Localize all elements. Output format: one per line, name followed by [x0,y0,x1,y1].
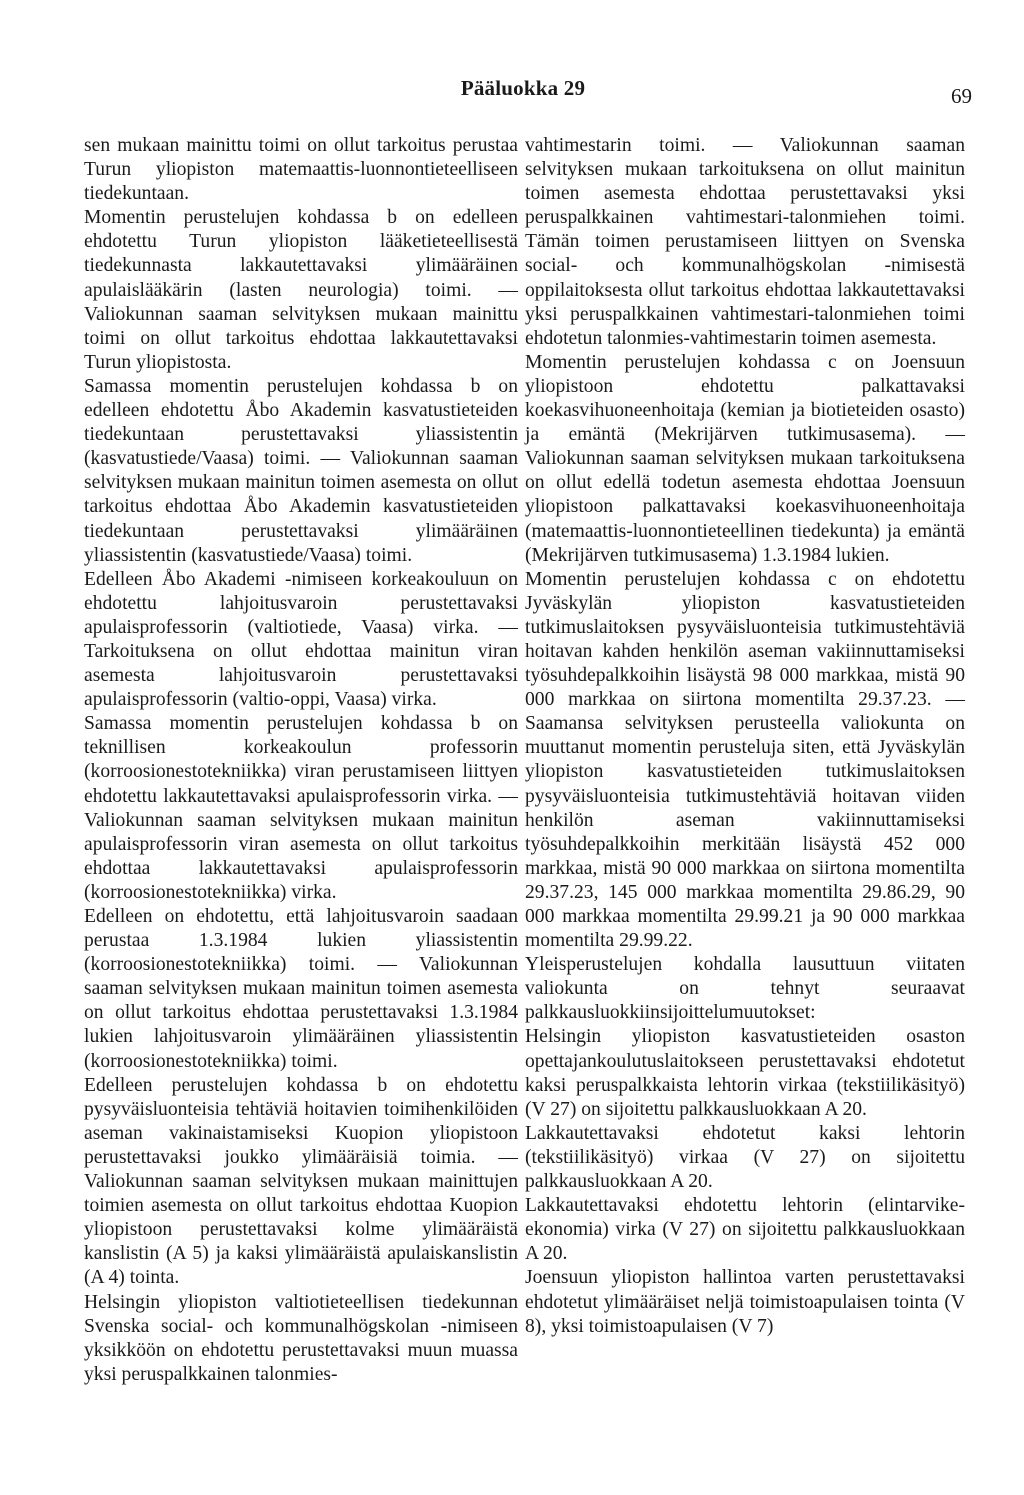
paragraph: Momentin perustelujen kohdassa b on edelleen ehdotettu Turun yliopiston lääketieteellisestä tiedekunnasta lakkautettavaksi ylimääräinen apulaislääkärin (lasten neurologia) toimi. — Valiokunnan saaman selvityksen mukaan mainittu toimi on ollut tarkoitus ehdottaa lakkautettavaksi Turun yliopistosta. [84,207,518,373]
paragraph: Helsingin yliopiston kasvatustieteiden osaston opettajankoulutuslaitokseen perustettavaksi ehdotetut kaksi peruspalkkaista lehtorin virkaa (tekstiilikäsityö) (V 27) on sijoitettu palkkausluokkaan A 20. [525,1026,965,1120]
section-title: Pääluokka 29 [460,76,586,100]
paragraph: sen mukaan mainittu toimi on ollut tarkoitus perustaa Turun yliopiston matemaattis-luonnontieteelliseen tiedekuntaan. [84,135,518,205]
paragraph: Samassa momentin perustelujen kohdassa b on edelleen ehdotettu Åbo Akademin kasvatustieteiden tiedekuntaan perustettavaksi yliassistentin (kasvatustiede/Vaasa) toimi. — Valiokunnan saaman selvityksen mukaan mainitun toimen asemesta on ollut tarkoitus ehdottaa Åbo Akademin kasvatustieteiden tiedekuntaan perustettavaksi ylimääräinen yliassistentin (kasvatustiede/Vaasa) toimi. [84,375,518,566]
page-header [0,76,1024,106]
right-column [525,134,965,1339]
paragraph: Lakkautettavaksi ehdotetut kaksi lehtorin (tekstiilikäsityö) virkaa (V 27) on sijoitettu palkkausluokkaan A 20. [525,1122,965,1193]
paragraph: Joensuun yliopiston hallintoa varten perustettavaksi ehdotetut ylimääräiset neljä toimistoapulaisen tointa (V 8), yksi toimistoapulaisen (V 7) [525,1267,965,1337]
left-column [84,134,518,1387]
paragraph: vahtimestarin toimi. — Valiokunnan saaman selvityksen mukaan tarkoituksena on ollut mainitun toimen asemesta ehdottaa perustettavaksi yksi peruspalkkainen vahtimestari-talonmiehen toimi. Tämän toimen perustamiseen liittyen on Svenska social- och kommunalhögskolan -nimisestä oppilaitoksesta ollut tarkoitus ehdottaa lakkautettavaksi yksi peruspalkkainen vahtimestari-talonmiehen toimi ehdotetun talonmies-vahtimestarin toimen asemesta. [525,135,965,349]
paragraph: Samassa momentin perustelujen kohdassa b on teknillisen korkeakoulun professorin (korroosionestotekniikka) viran perustamiseen liittyen ehdotettu lakkautettavaksi apulaisprofessorin virka. — Valiokunnan saaman selvityksen mukaan mainitun apulaisprofessorin viran asemesta on ollut tarkoitus ehdottaa lakkautettavaksi apulaisprofessorin (korroosionestotekniikka) virka. [84,713,518,903]
paragraph: Edelleen Åbo Akademi -nimiseen korkeakouluun on ehdotettu lahjoitusvaroin perustettavaksi apulaisprofessorin (valtiotiede, Vaasa) virka. — Tarkoituksena on ollut ehdottaa mainitun viran asemesta lahjoitusvaroin perustettavaksi apulaisprofessorin (valtio-oppi, Vaasa) virka. [84,568,518,711]
paragraph: Yleisperustelujen kohdalla lausuttuun viitaten valiokunta on tehnyt seuraavat palkkausluokkiinsijoittelumuutokset: [525,954,965,1024]
paragraph: Helsingin yliopiston valtiotieteellisen tiedekunnan Svenska social- och kommunalhögskolan -nimiseen yksikköön on ehdotettu perustettavaksi muun muassa yksi peruspalkkainen talonmies- [84,1291,518,1385]
paragraph: Momentin perustelujen kohdassa c on Joensuun yliopistoon ehdotettu palkattavaksi koekasvihuoneenhoitaja (kemian ja biotieteiden osasto) ja emäntä (Mekrijärven tutkimusasema). — Valiokunnan saaman selvityksen mukaan tarkoituksena on ollut edellä todetun asemesta ehdottaa Joensuun yliopistoon palkattavaksi koekasvihuoneenhoitaja (matemaattis-luonnontieteellinen tiedekunta) ja emäntä (Mekrijärven tutkimusasema) 1.3.1984 lukien. [525,351,965,566]
page-number: 69 [951,84,972,108]
paragraph: Momentin perustelujen kohdassa c on ehdotettu Jyväskylän yliopiston kasvatustieteiden tutkimuslaitoksen pysyväisluonteisia tutkimustehtäviä hoitavan kahden henkilön aseman vakiinnuttamiseksi työsuhdepalkkoihin lisäystä 98 000 markkaa, mistä 90 000 markkaa on siirtona momentilta 29.37.23. — Saamansa selvityksen perusteella valiokunta on muuttanut momentin perusteluja siten, että Jyväskylän yliopiston kasvatustieteiden tutkimuslaitoksen pysyväisluonteisia tutkimustehtäviä hoitavan viiden henkilön aseman vakiinnuttamiseksi työsuhdepalkkoihin merkitään lisäystä 452 000 markkaa, mistä 90 000 markkaa on siirtona momentilta 29.37.23, 145 000 markkaa momentilta 29.86.29, 90 000 markkaa momentilta 29.99.21 ja 90 000 markkaa momentilta 29.99.22. [525,568,965,952]
paragraph: Edelleen on ehdotettu, että lahjoitusvaroin saadaan perustaa 1.3.1984 lukien yliassistentin (korroosionestotekniikka) toimi. — Valiokunnan saaman selvityksen mukaan mainitun toimen asemesta on ollut tarkoitus ehdottaa perustettavaksi 1.3.1984 lukien lahjoitusvaroin ylimääräinen yliassistentin (korroosionestotekniikka) toimi. [84,906,518,1072]
paragraph: Lakkautettavaksi ehdotettu lehtorin (elintarvike-ekonomia) virka (V 27) on sijoitettu palkkausluokkaan A 20. [525,1195,965,1265]
paragraph: Edelleen perustelujen kohdassa b on ehdotettu pysyväisluonteisia tehtäviä hoitavien toimihenkilöiden aseman vakinaistamiseksi Kuopion yliopistoon perustettavaksi joukko ylimääräisiä toimia. — Valiokunnan saaman selvityksen mukaan mainittujen toimien asemesta on ollut tarkoitus ehdottaa Kuopion yliopistoon perustettavaksi kolme ylimääräistä kanslistin (A 5) ja kaksi ylimääräistä apulaiskanslistin (A 4) tointa. [84,1074,518,1289]
